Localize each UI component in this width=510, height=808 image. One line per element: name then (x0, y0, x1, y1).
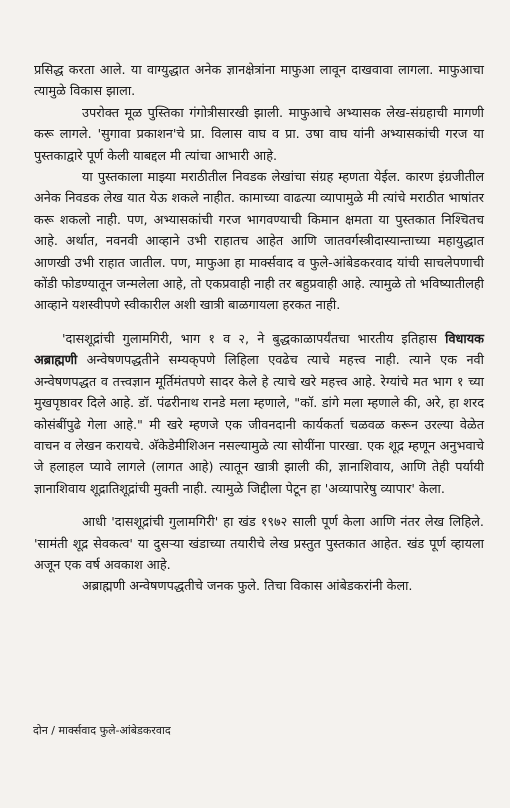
paragraph-6: अब्राह्मणी अन्वेषणपद्धतीचे जनक फुले. तिचा विकास आंबेडकरांनी केला. (82, 579, 413, 595)
paragraph-3: या पुस्तकाला माझ्या मराठीतील निवडक लेखांचा संग्रह म्हणता येईल. कारण इंग्रजीतील अनेक निवडक लेख यात येऊ शकले नाहीत. कामाच्या वाढत्या व्यापामुळे मी त्यांचे मराठीत भाषांतर करू शकलो नाही. पण, अभ्यासकांची गरज भागवण्याची किमान क्षमता या पुस्तकात निश्चितच आहे. अर्थात, नवनवी आव्हाने उभी राहातच आहेत आणि जातवर्गस्त्रीदास्यान्ताच्या महायुद्धात आणखी उभी राहात जातील. पण, माफुआ हा मार्क्सवाद व फुले-आंबेडकरवाद यांची साचलेपणाची कोंडी फोडण्यातून जन्मलेला आहे, तो एकप्रवाही नाही तर बहुप्रवाही आहे. त्यामुळे तो भविष्यातीलही आव्हाने यशस्वीपणे स्वीकारील अशी खात्री बाळगायला हरकत नाही. (34, 170, 484, 314)
footer-page-word: दोन (33, 724, 48, 737)
paragraph-1: प्रसिद्ध करता आले. या वाग्युद्धात अनेक ज्ञानक्षेत्रांना माफुआ लावून दाखवावा लागला. माफुआचा त्यामुळे विकास झाला. (34, 63, 484, 100)
paragraph-5: आधी 'दासशूद्रांची गुलामगिरी' हा खंड १९७२ साली पूर्ण केला आणि नंतर लेख लिहिले. 'सामंती शूद्र सेवकत्व' या दुसऱ्या खंडाच्या तयारीचे लेख प्रस्तुत पुस्तकात आहेत. खंड पूर्ण व्हायला अजून एक वर्ष अवकाश आहे. (34, 515, 484, 573)
page-footer (33, 723, 171, 738)
paragraph-4-after: अन्वेषणपद्धतीने सम्यक्‌पणे लिहिला एवढेच त्याचे महत्त्व नाही. त्याने एक नवी अन्वेषणपद्धत व तत्त्वज्ञान मूर्तिमंतपणे सादर केले हे त्याचे खरे महत्त्व आहे. रेग्यांचे मत भाग १ च्या मुखपृष्ठावर दिले आहे. डॉ. पंढरीनाथ रानडे मला म्हणाले, "कॉ. डांगे मला म्हणाले की, अरे, हा शरद कोसंबींपुढे गेला आहे." मी खरे म्हणजे एक जीवनदानी कार्यकर्ता चळवळ करून उरल्या वेळेत वाचन व लेखन करायचे. अ‍ॅकेडेमीशिअन नसल्यामुळे त्या सोयींना पारखा. एक शूद्र म्हणून अनुभवाचे जे हलाहल प्यावे लागले (लागत आहे) त्यातून खात्री झाली की, ज्ञानाशिवाय, आणि तेही पर्यायी ज्ञानाशिवाय शूद्रातिशूद्रांची मुक्ती नाही. त्यामुळे जिद्दीला पेटून हा 'अव्यापारेषु व्यापार' केला. (34, 353, 484, 497)
page-body (34, 60, 484, 598)
paragraph-4 (34, 329, 484, 500)
footer-book-title: मार्क्सवाद फुले-आंबेडकरवाद (58, 724, 171, 737)
paragraph-4-bold: विधायक अब्राह्मणी (34, 331, 484, 369)
paragraph-2: उपरोक्त मूळ पुस्तिका गंगोत्रीसारखी झाली. माफुआचे अभ्यासक लेख-संग्रहाची मागणी करू लागले. 'सुगावा प्रकाशन'चे प्रा. विलास वाघ व प्रा. उषा वाघ यांनी अभ्यासकांची गरज या पुस्तकाद्वारे पूर्ण केली याबद्दल मी त्यांचा आभारी आहे. (34, 105, 484, 164)
paragraph-4-before: 'दासशूद्रांची गुलामगिरी, भाग १ व २, ने बुद्धकाळापर्यंतचा भारतीय इतिहास (62, 331, 446, 347)
footer-separator: / (51, 724, 56, 737)
